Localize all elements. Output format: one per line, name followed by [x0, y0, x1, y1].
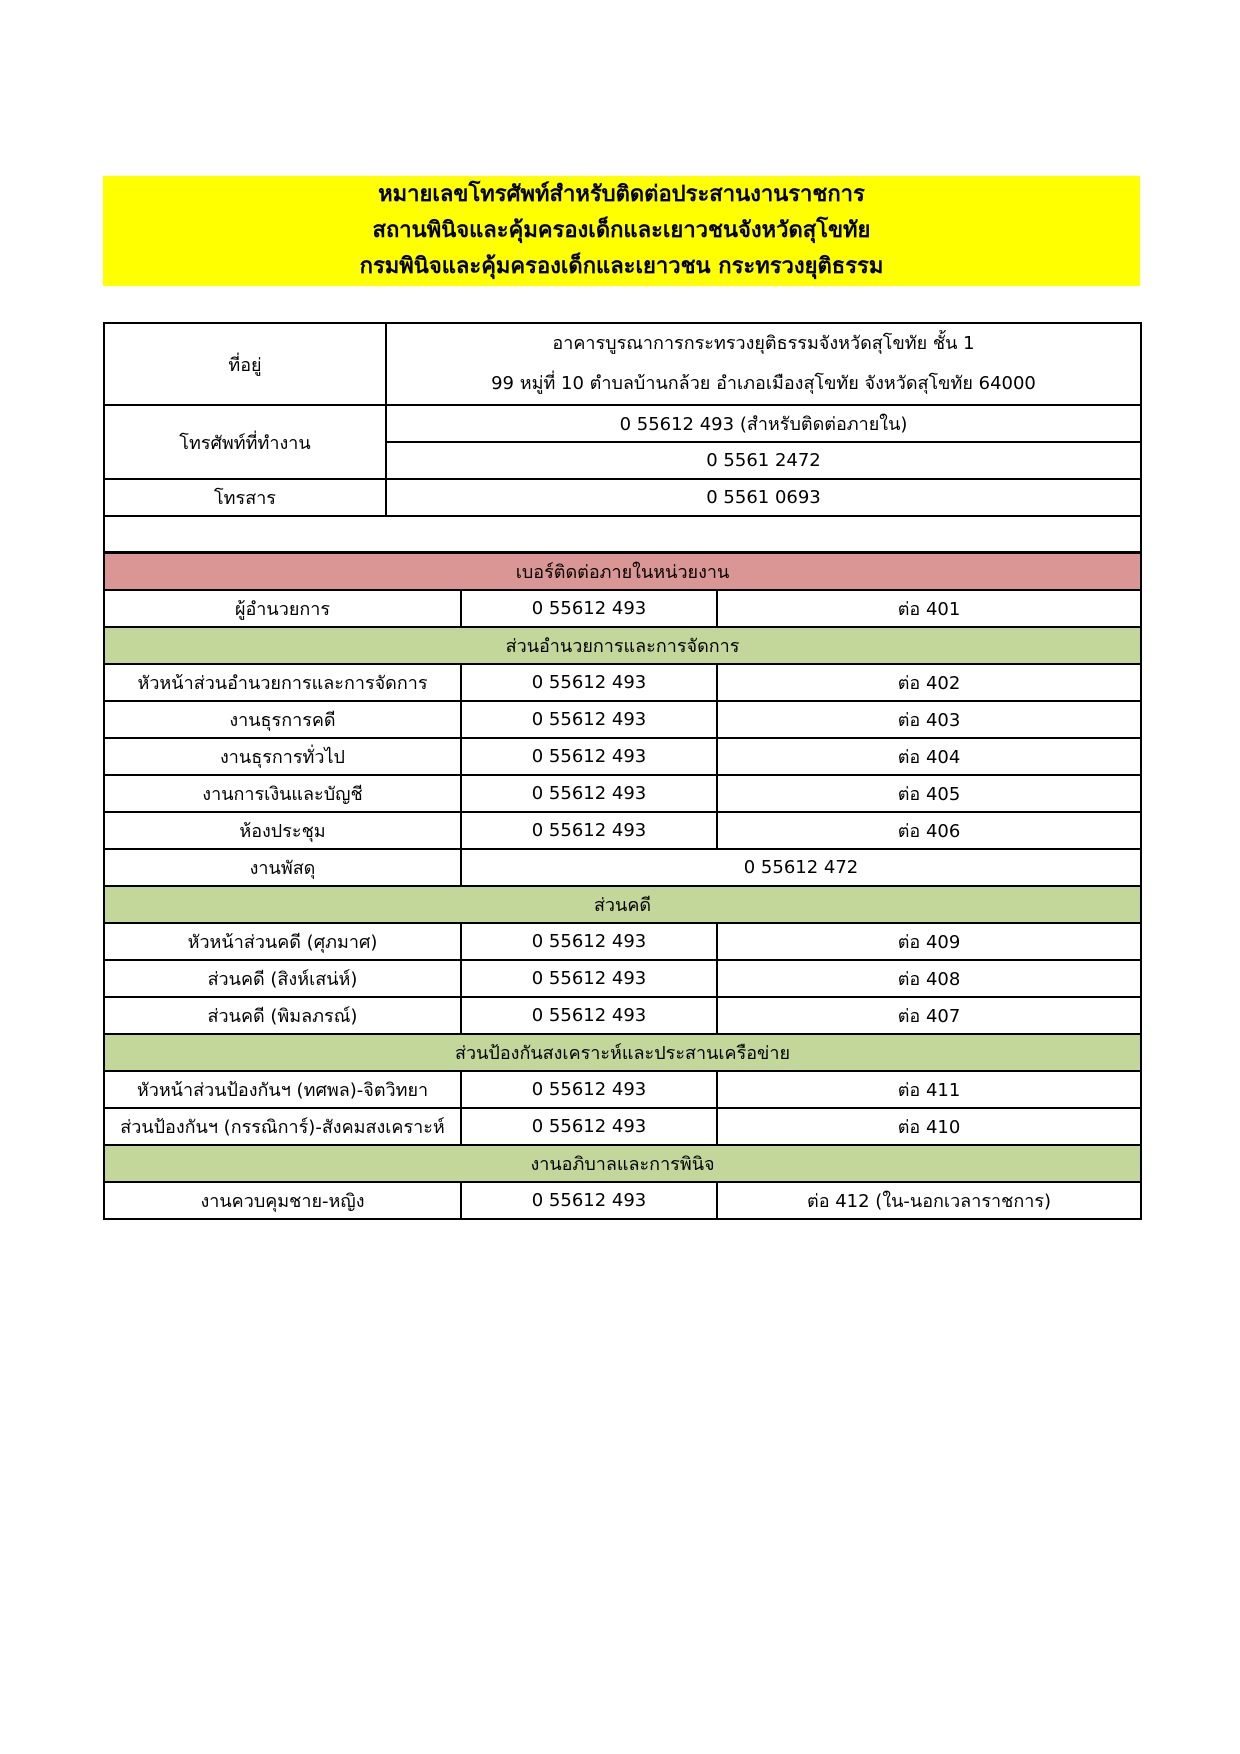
contact-name: ผู้อำนวยการ: [104, 590, 461, 627]
table-row: [104, 664, 1141, 701]
section-title: ส่วนอำนวยการและการจัดการ: [104, 627, 1141, 664]
contact-extension: ต่อ 408: [717, 960, 1141, 997]
section-title: งานอภิบาลและการพินิจ: [104, 1145, 1141, 1182]
table-row: [104, 738, 1141, 775]
contact-name: หัวหน้าส่วนป้องกันฯ (ทศพล)-จิตวิทยา: [104, 1071, 461, 1108]
table-row: [104, 701, 1141, 738]
table-row: [104, 849, 1141, 886]
contact-extension: ต่อ 411: [717, 1071, 1141, 1108]
contact-phone: 0 55612 493: [461, 1108, 717, 1145]
contact-extension: ต่อ 407: [717, 997, 1141, 1034]
table-row: [104, 812, 1141, 849]
contact-phone: 0 55612 493: [461, 701, 717, 738]
table-row: [104, 1071, 1141, 1108]
contact-name: ส่วนคดี (สิงห์เสน่ห์): [104, 960, 461, 997]
contact-name: ส่วนป้องกันฯ (กรรณิการ์)-สังคมสงเคราะห์: [104, 1108, 461, 1145]
header-title-line-3: กรมพินิจและคุ้มครองเด็กและเยาวชน กระทรวงยุติธรรม: [359, 254, 884, 279]
address-label: ที่อยู่: [104, 323, 386, 405]
table-row: [104, 960, 1141, 997]
contacts-title: เบอร์ติดต่อภายในหน่วยงาน: [104, 553, 1141, 590]
contact-phone: 0 55612 493: [461, 664, 717, 701]
office-info-table: [103, 322, 1142, 553]
contact-phone: 0 55612 493: [461, 590, 717, 627]
table-row: [104, 1108, 1141, 1145]
contact-phone: 0 55612 493: [461, 775, 717, 812]
contact-name: ส่วนคดี (พิมลภรณ์): [104, 997, 461, 1034]
contact-name: หัวหน้าส่วนคดี (ศุภมาศ): [104, 923, 461, 960]
contact-phone: 0 55612 493: [461, 1071, 717, 1108]
internal-contacts-table: [103, 552, 1142, 1220]
contact-name: หัวหน้าส่วนอำนวยการและการจัดการ: [104, 664, 461, 701]
blank-row: [104, 516, 1141, 552]
header-title-line-2: สถานพินิจและคุ้มครองเด็กและเยาวชนจังหวัดสุโขทัย: [372, 218, 871, 243]
contact-name: งานการเงินและบัญชี: [104, 775, 461, 812]
contact-name: งานพัสดุ: [104, 849, 461, 886]
office-phone-label: โทรศัพท์ที่ทำงาน: [104, 405, 386, 479]
contact-extension: ต่อ 402: [717, 664, 1141, 701]
contact-phone: 0 55612 493: [461, 812, 717, 849]
contact-name: งานธุรการทั่วไป: [104, 738, 461, 775]
header-title-line-1: หมายเลขโทรศัพท์สำหรับติดต่อประสานงานราชการ: [378, 182, 865, 207]
fax-label: โทรสาร: [104, 479, 386, 516]
contact-name: ห้องประชุม: [104, 812, 461, 849]
contact-phone: 0 55612 493: [461, 997, 717, 1034]
address-line-1: อาคารบูรณาการกระทรวงยุติธรรมจังหวัดสุโขทัย ชั้น 1: [552, 333, 975, 354]
contact-phone: 0 55612 493: [461, 738, 717, 775]
contact-extension: ต่อ 403: [717, 701, 1141, 738]
contact-extension: ต่อ 404: [717, 738, 1141, 775]
office-phone-1: 0 55612 493 (สำหรับติดต่อภายใน): [386, 405, 1141, 442]
contact-phone: 0 55612 493: [461, 960, 717, 997]
table-row: [104, 775, 1141, 812]
contact-extension: ต่อ 405: [717, 775, 1141, 812]
table-row: [104, 997, 1141, 1034]
office-phone-2: 0 5561 2472: [386, 442, 1141, 479]
address-value: [386, 323, 1141, 405]
blank-cell: [104, 516, 1141, 552]
document-header: [103, 176, 1140, 286]
contact-extension: ต่อ 409: [717, 923, 1141, 960]
contact-name: งานธุรการคดี: [104, 701, 461, 738]
contact-extension: ต่อ 410: [717, 1108, 1141, 1145]
contact-extension: ต่อ 412 (ใน-นอกเวลาราชการ): [717, 1182, 1141, 1219]
contact-name: งานควบคุมชาย-หญิง: [104, 1182, 461, 1219]
table-row: [104, 923, 1141, 960]
contact-phone: 0 55612 493: [461, 1182, 717, 1219]
table-row: [104, 590, 1141, 627]
contact-phone: 0 55612 493: [461, 923, 717, 960]
contact-phone: 0 55612 472: [461, 849, 1141, 886]
fax-value: 0 5561 0693: [386, 479, 1141, 516]
section-title: ส่วนป้องกันสงเคราะห์และประสานเครือข่าย: [104, 1034, 1141, 1071]
contact-extension: ต่อ 406: [717, 812, 1141, 849]
address-line-2: 99 หมู่ที่ 10 ตำบลบ้านกล้วย อำเภอเมืองสุโขทัย จังหวัดสุโขทัย 64000: [491, 373, 1036, 394]
table-row: [104, 1182, 1141, 1219]
section-title: ส่วนคดี: [104, 886, 1141, 923]
contact-extension: ต่อ 401: [717, 590, 1141, 627]
